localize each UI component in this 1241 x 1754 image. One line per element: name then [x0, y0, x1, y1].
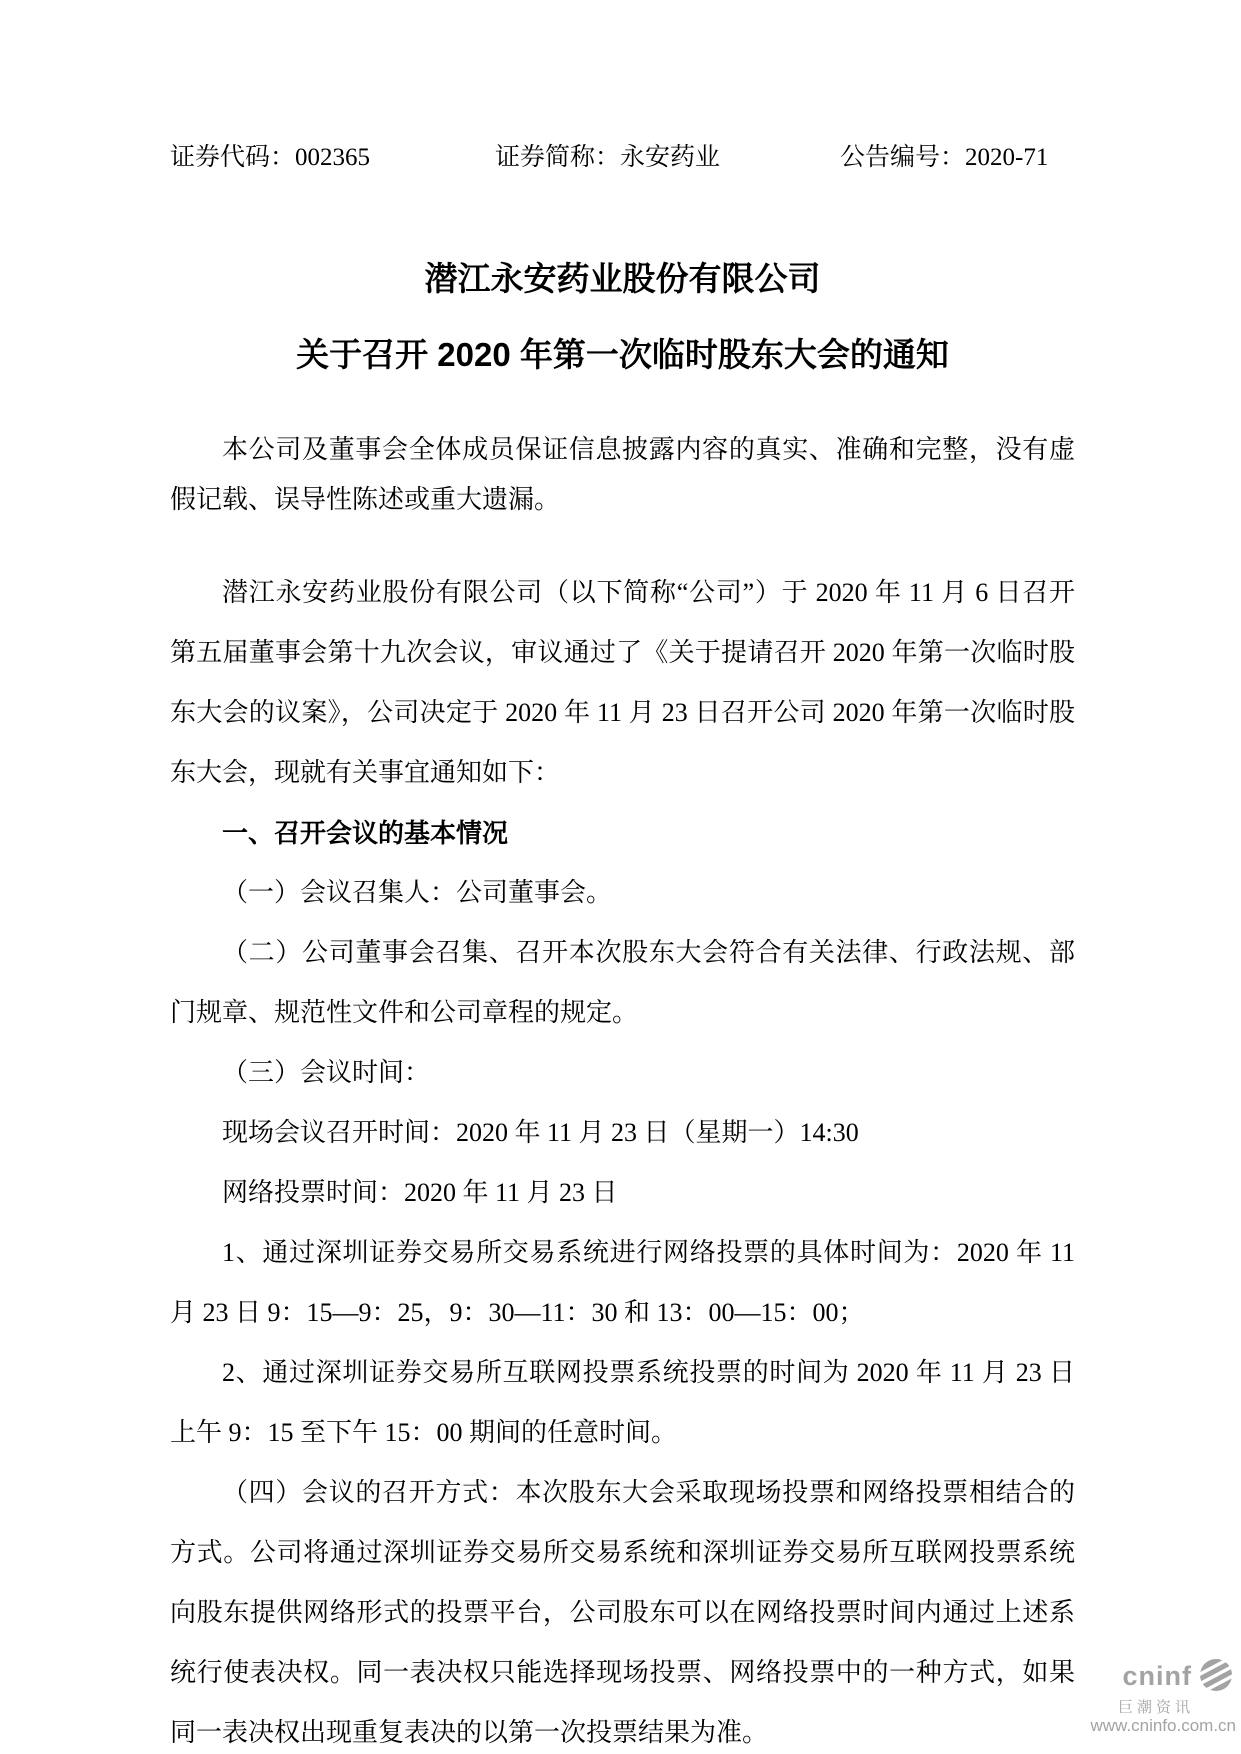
cninfo-brand-chinese: 巨潮资讯	[1117, 1698, 1194, 1716]
section-heading-basic-info: 一、召开会议的基本情况	[222, 818, 509, 848]
securities-header-row	[170, 141, 1075, 175]
cninfo-url: www.cninfo.com.cn	[1090, 1716, 1236, 1736]
announcement-number: 公告编号：2020-71	[840, 144, 1049, 171]
cninfo-globe-icon	[1196, 1654, 1236, 1699]
document-title	[170, 241, 1075, 393]
item-meeting-time: （三）会议时间：	[222, 1058, 431, 1087]
cninfo-brand-text: cninf	[1122, 1660, 1192, 1691]
item-internet-system-time: 2、通过深圳证券交易所互联网投票系统投票的时间为 2020 年 11 月 23 日上午 9：15 至下午 15：00 期间的任意时间。	[170, 1358, 1075, 1447]
stock-short-name: 证券简称：永安药业	[495, 144, 721, 171]
cninfo-brand-row	[1091, 1654, 1237, 1699]
item-onsite-meeting-time: 现场会议召开时间：2020 年 11 月 23 日（星期一）14:30	[222, 1118, 859, 1147]
item-online-voting-date: 网络投票时间：2020 年 11 月 23 日	[222, 1178, 618, 1207]
company-name-title: 潜江永安药业股份有限公司	[424, 260, 821, 297]
item-compliance: （二）公司董事会召集、召开本次股东大会符合有关法律、行政法规、部门规章、规范性文件和公司章程的规定。	[170, 938, 1075, 1027]
integrity-statement: 本公司及董事会全体成员保证信息披露内容的真实、准确和完整，没有虚假记载、误导性陈述或重大遗漏。	[170, 435, 1075, 514]
notice-subject-title: 关于召开 2020 年第一次临时股东大会的通知	[296, 336, 949, 373]
item-convener: （一）会议召集人：公司董事会。	[222, 878, 613, 907]
page-content	[170, 0, 1075, 1754]
item-meeting-method: （四）会议的召开方式：本次股东大会采取现场投票和网络投票相结合的方式。公司将通过深圳证券交易所交易系统和深圳证券交易所互联网投票系统向股东提供网络形式的投票平台，公司股东可以在网络投票时间内通过上述系统行使表决权。同一表决权只能选择现场投票、网络投票中的一种方式，如果同一表决权出现重复表决的以第一次投票结果为准。	[170, 1478, 1075, 1747]
cninfo-watermark	[1091, 1654, 1237, 1736]
item-trading-system-time: 1、通过深圳证券交易所交易系统进行网络投票的具体时间为：2020 年 11 月 23 日 9：15—9：25，9：30—11：30 和 13：00—15：00；	[170, 1238, 1075, 1327]
stock-code: 证券代码：002365	[170, 144, 371, 171]
intro-paragraph: 潜江永安药业股份有限公司（以下简称“公司”）于 2020 年 11 月 6 日召开第五届董事会第十九次会议，审议通过了《关于提请召开 2020 年第一次临时股东大会的议案》，公司决定于 2020 年 11 月 23 日召开公司 2020 年第一次临时股东大会，现就有关事宜通知如下：	[170, 578, 1075, 787]
